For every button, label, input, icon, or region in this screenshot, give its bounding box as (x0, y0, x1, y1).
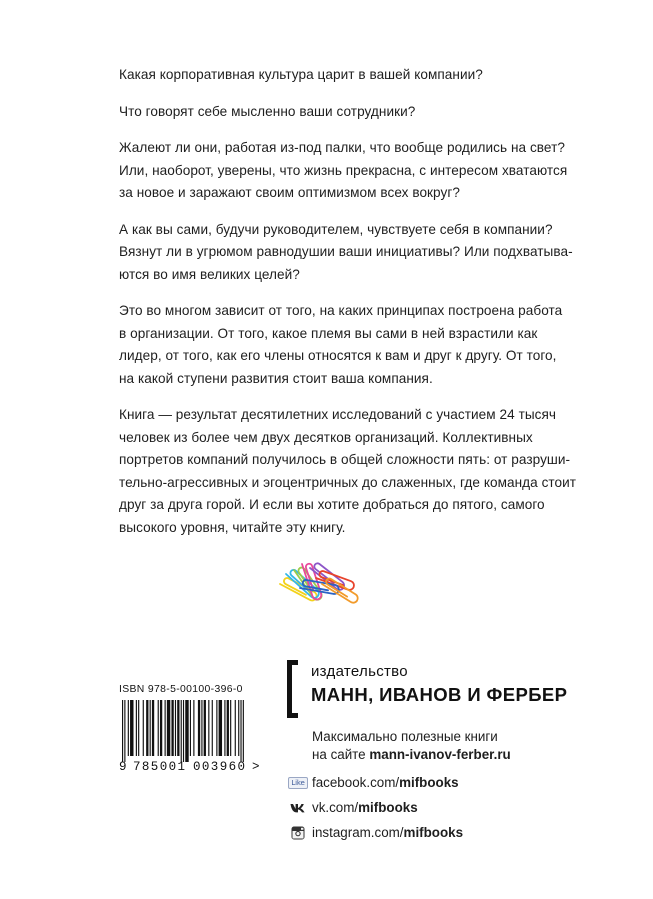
barcode-quiet-mark: > (252, 760, 260, 774)
barcode-bar (224, 700, 225, 756)
paragraph-5 (119, 300, 589, 390)
barcode-bar (143, 700, 144, 756)
barcode-bar (130, 700, 133, 756)
text-line: Жалеют ли они, работая из-под палки, что вообще родились на свет? (119, 140, 565, 155)
publisher-tagline (312, 728, 511, 763)
text-line: Или, наоборот, уверены, что жизнь прекрасна, с интересом хватаются (119, 162, 568, 178)
vk-icon (288, 801, 308, 815)
text-line: Вязнут ли в угрюмом равнодушии ваши инициативы? Или подхватыва- (119, 244, 573, 259)
like-badge: Like (288, 777, 308, 789)
vk-handle: mifbooks (358, 800, 418, 815)
paragraph-3 (119, 137, 589, 205)
barcode-bar (230, 700, 231, 756)
text-line: Это во многом зависит от того, на каких принципах построена работа (119, 303, 563, 318)
facebook-prefix: facebook.com/ (312, 775, 400, 790)
vk-link[interactable] (312, 800, 418, 815)
barcode-bar (183, 700, 184, 762)
barcode-bar (219, 700, 222, 756)
text-line: друг за друга горой. И если вы хотите добраться до пятого, самого (119, 497, 545, 512)
isbn-number: ISBN 978-5-00100-396-0 (119, 684, 243, 695)
barcode-bar (122, 700, 123, 762)
barcode-bar (181, 700, 182, 762)
barcode-bar (198, 700, 200, 756)
social-vk[interactable] (288, 796, 463, 819)
bracket-icon (287, 660, 298, 718)
barcode-bar (208, 700, 209, 756)
text-line: тельно-агрессивных и эгоцентричных до слаженных, где команда стоит (119, 474, 577, 490)
text-line: за новое и заражают своим оптимизмом всех вокруг? (119, 185, 460, 200)
paragraph-2 (119, 101, 589, 124)
paragraph-4 (119, 219, 589, 287)
vk-prefix: vk.com/ (312, 800, 359, 815)
barcode-bar (243, 700, 244, 762)
barcode-bars (119, 700, 261, 762)
tagline-line-1: Максимально полезные книги (312, 729, 498, 744)
barcode-bar (193, 700, 194, 756)
publisher-name: МАНН, ИВАНОВ И ФЕРБЕР (311, 684, 568, 705)
paper-clips-icon (256, 544, 362, 632)
paragraph-1 (119, 64, 589, 87)
barcode-bar (185, 700, 188, 762)
barcode-bar (165, 700, 166, 756)
barcode-bar (240, 700, 241, 762)
barcode-bar (136, 700, 137, 756)
barcode-bar (204, 700, 206, 756)
facebook-link[interactable] (312, 775, 459, 790)
text-line: в организации. От того, какое племя вы сами в ней взрастили как (119, 325, 538, 341)
facebook-handle: mifbooks (399, 775, 459, 790)
barcode-digits-right: 003960 (193, 760, 247, 774)
barcode-bar (160, 700, 162, 756)
text-line: портретов компаний получилось в общей сложности пять: от разруши- (119, 452, 571, 467)
instagram-icon (288, 826, 308, 840)
site-link[interactable]: mann-ivanov-ferber.ru (369, 746, 511, 762)
barcode-digit-first: 9 (119, 760, 127, 774)
barcode-bar (216, 700, 217, 756)
barcode-bar (128, 700, 129, 756)
text-line: ются во имя великих целей? (119, 266, 300, 282)
text-line: Что говорят себе мысленно ваши сотрудники? (119, 103, 416, 119)
barcode-bar (227, 700, 229, 756)
barcode-bar (212, 700, 213, 756)
barcode-bar (138, 700, 139, 756)
text-line: Какая корпоративная культура царит в вашей компании? (119, 67, 483, 82)
barcode-bar (167, 700, 170, 756)
text-line: человек из более чем двух десятков организаций. Коллективных (119, 429, 533, 445)
tagline-prefix: на сайте (312, 746, 370, 762)
paper-clips-illustration (256, 544, 362, 632)
social-instagram[interactable] (288, 821, 463, 844)
instagram-link[interactable] (312, 825, 463, 840)
instagram-handle: mifbooks (403, 825, 464, 840)
vk-glyph (290, 803, 306, 813)
barcode-bar (177, 700, 179, 756)
text-line: на какой ступени развития стоит ваша компания. (119, 370, 433, 386)
barcode-bar (201, 700, 202, 756)
social-facebook[interactable] (288, 771, 463, 794)
barcode-bar (152, 700, 154, 756)
barcode-bar (124, 700, 125, 762)
barcode-bar (238, 700, 239, 756)
tagline-line-2 (312, 746, 511, 764)
instagram-prefix: instagram.com/ (312, 825, 404, 840)
back-cover-text (119, 64, 589, 553)
publisher-label: издательство (311, 663, 408, 680)
paragraph-6 (119, 404, 589, 539)
barcode-bar (235, 700, 236, 756)
barcode-bar (158, 700, 159, 756)
facebook-like-icon (288, 776, 308, 790)
barcode-bar (175, 700, 176, 756)
barcode (119, 684, 261, 774)
text-line: А как вы сами, будучи руководителем, чувствуете себя в компании? (119, 221, 553, 237)
instagram-glyph (291, 826, 305, 840)
barcode-digits (119, 760, 261, 774)
barcode-bar (190, 700, 191, 756)
barcode-bar (146, 700, 148, 756)
text-line: Книга — результат десятилетних исследований с участием 24 тысяч (119, 407, 557, 422)
publisher-logo (287, 656, 587, 718)
text-line: высокого уровня, читайте эту книгу. (119, 519, 346, 535)
barcode-digits-left: 785001 (133, 760, 187, 774)
barcode-bar (150, 700, 151, 756)
barcode-bar (171, 700, 173, 756)
social-links (288, 771, 463, 846)
text-line: лидер, от того, как его члены относятся к вам и друг к другу. От того, (119, 348, 557, 363)
